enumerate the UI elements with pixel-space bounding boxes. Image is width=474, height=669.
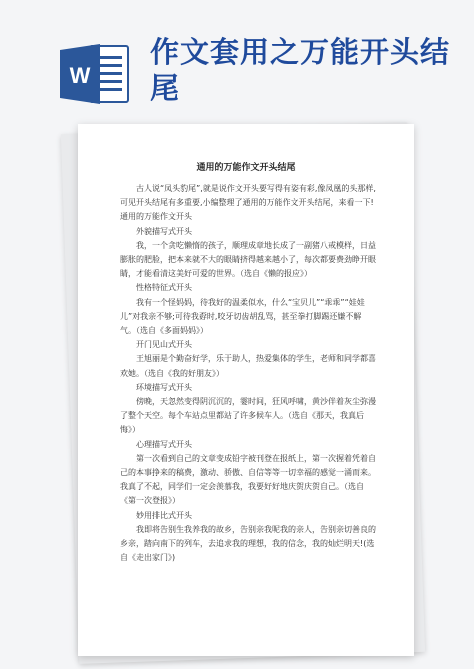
body-paragraph: 傍晚，天忽然变得阴沉沉的，霎时间，狂风呼啸，黄沙伴着灰尘弥漫了整个天空。每个车站点里都站了许多候车人。（选自《那天，我真后悔》） (120, 397, 376, 435)
section-subheading: 环境描写式开头 (136, 382, 192, 392)
section-heading: 通用的万能作文开头 (120, 212, 192, 222)
section-subheading: 心理描写式开头 (136, 439, 192, 449)
section-subheading: 妙用排比式开头 (136, 510, 192, 520)
document-body (120, 182, 376, 565)
body-paragraph: 我即将告别生我养我的故乡，告别亲我呢我的亲人，告别亲切善良的乡亲，踏向南下的列车，去追求我的理想，我的信念，我的灿烂明天!(选自《走出家门》) (120, 524, 376, 563)
body-paragraph: 我有一个怪妈妈，待我好的温柔似水，什么“宝贝儿”“乖乖”“娃娃儿”对我亲不够;可待我孬时,咬牙切齿胡乱骂，甚至拳打脚踢还嫌不解气。（选自《多面妈妈》） (120, 297, 365, 336)
section-subheading: 开门见山式开头 (136, 340, 192, 350)
svg-text:W: W (69, 63, 91, 88)
body-paragraph: 我，一个贪吃懒惰的孩子，顺理成章地长成了一副猪八戒模样，日益膨胀的肥脸，把本来就不大的眼睛挤得越来越小了，每次都要费劲睁开眼睛，才能看清这美好可爱的世界。（选自《懒的报应》） (120, 240, 376, 279)
body-paragraph: 王旭丽是个勤奋好学，乐于助人，热爱集体的学生，老师和同学都喜欢她。（选自《我的好朋友》） (120, 354, 376, 378)
word-icon (60, 42, 130, 106)
document-title: 通用的万能作文开头结尾 (196, 163, 296, 173)
page-title: 作文套用之万能开头结尾 (150, 35, 451, 105)
body-paragraph: 第一次看到自己的文章变成铅字被刊登在报纸上，第一次握着凭着自己的本事挣来的稿费，激动、骄傲、自信等等一切幸福的感觉一涌而来。我真了不起，同学们一定会羡慕我，我要好好地庆贺庆贺自己。（选自《第一次登报》） (120, 453, 376, 506)
section-subheading: 外貌描写式开头 (136, 226, 192, 236)
section-subheading: 性格特征式开头 (136, 283, 192, 293)
body-paragraph: 古人说“凤头豹尾”,就是说作文开头要写得有姿有彩,像凤凰的头那样,可见开头结尾有多重要,小编整理了通用的万能作文开头结尾，来看一下! (120, 184, 376, 208)
document-page (78, 124, 414, 656)
